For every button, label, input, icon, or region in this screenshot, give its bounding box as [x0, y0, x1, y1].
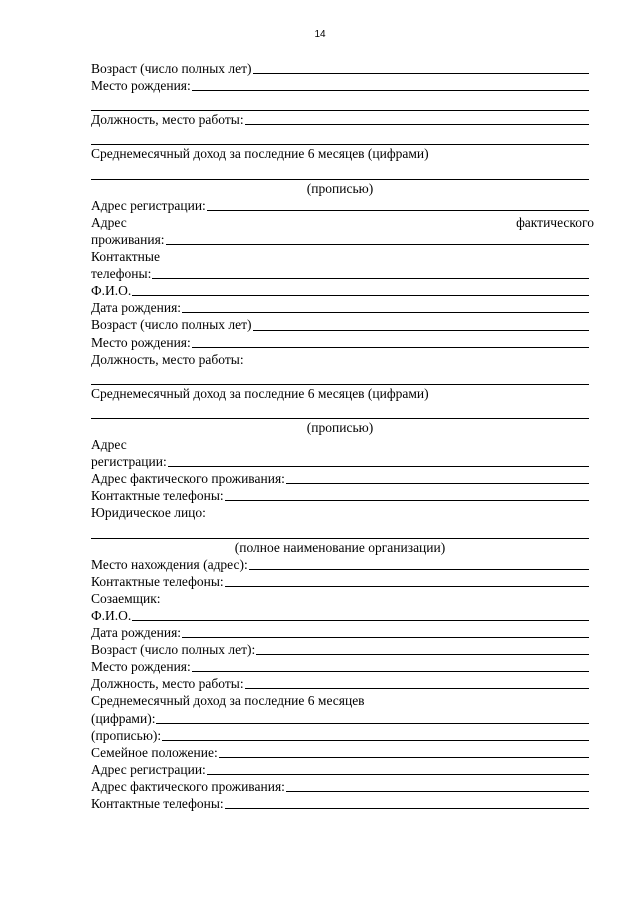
field-label: Адрес фактического проживания: [91, 471, 285, 487]
reg-address-label-2: Адрес [91, 437, 127, 453]
field-label: Адрес регистрации: [91, 197, 206, 213]
dob-field-3[interactable] [91, 624, 589, 641]
field-label: (прописью): [91, 727, 162, 743]
field-label: Дата рождения: [91, 300, 182, 316]
field-label: Возраст (число полных лет) [91, 61, 252, 76]
input-line[interactable] [253, 73, 589, 74]
input-line[interactable] [156, 723, 589, 724]
field-label: Дата рождения: [91, 625, 182, 641]
input-line[interactable] [207, 210, 589, 211]
input-line[interactable] [132, 295, 589, 296]
marital-status-field[interactable] [91, 744, 589, 761]
field-label: Ф.И.О. [91, 283, 132, 299]
field-label: Место рождения: [91, 659, 191, 675]
income-label-2: Среднемесячный доход за последние 6 месяцев (цифрами) [91, 385, 429, 401]
page-number: 14 [314, 29, 326, 40]
field-label: Возраст (число полных лет): [91, 642, 256, 658]
input-line[interactable] [286, 791, 589, 792]
input-line[interactable] [256, 654, 589, 655]
income-label-3: Среднемесячный доход за последние 6 месяцев [91, 693, 365, 709]
phones-field-1[interactable] [91, 265, 589, 282]
field-label: (цифрами): [91, 710, 156, 726]
field-label: регистрации: [91, 454, 167, 470]
birthplace-field-3[interactable] [91, 658, 589, 675]
input-line[interactable] [192, 90, 589, 91]
field-label: фактического [516, 214, 594, 230]
position-label-2: Должность, место работы: [91, 351, 244, 367]
field-label: Контактные телефоны: [91, 573, 224, 589]
field-label: Контактные телефоны: [91, 488, 224, 504]
coborrower-heading: Созаемщик: [91, 590, 161, 606]
field-label: Адрес фактического проживания: [91, 778, 285, 794]
income-words-field-3[interactable] [91, 727, 589, 744]
reg-address-field-2[interactable] [91, 453, 589, 470]
field-label: проживания: [91, 231, 165, 247]
fio-field-3[interactable] [91, 607, 589, 624]
input-line[interactable] [225, 586, 589, 587]
field-label: Возраст (число полных лет) [91, 317, 252, 333]
field-label: Адрес [91, 214, 127, 230]
field-label: Контактные телефоны: [91, 796, 224, 812]
field-label: телефоны: [91, 266, 152, 282]
input-line[interactable] [245, 688, 589, 689]
input-line[interactable] [162, 740, 589, 741]
actual-address-field-3[interactable] [91, 778, 589, 795]
phones-label-1: Контактные [91, 249, 160, 265]
income-digits-field-3[interactable] [91, 710, 589, 727]
phones-field-2[interactable] [91, 487, 589, 504]
input-line[interactable] [253, 330, 589, 331]
birthplace-field-2[interactable] [91, 334, 589, 351]
actual-address-label-1 [91, 214, 594, 231]
field-label: Семейное положение: [91, 744, 218, 760]
position-field-1[interactable] [91, 111, 589, 128]
input-line[interactable] [245, 124, 589, 125]
blank-line[interactable] [91, 128, 589, 145]
input-line[interactable] [192, 671, 589, 672]
reg-address-field-3[interactable] [91, 761, 589, 778]
field-label: Ф.И.О. [91, 608, 132, 623]
field-label: Должность, место работы: [91, 112, 244, 128]
legal-entity-label: Юридическое лицо: [91, 505, 206, 521]
input-line[interactable] [207, 774, 589, 775]
in-words-caption-2: (прописью) [306, 419, 374, 435]
input-line[interactable] [225, 808, 589, 809]
reg-address-field-1[interactable] [91, 197, 589, 214]
age-field-1[interactable] [91, 60, 589, 77]
actual-address-field-2[interactable] [91, 470, 589, 487]
input-line[interactable] [132, 620, 589, 621]
blank-line[interactable] [91, 522, 589, 539]
input-line[interactable] [152, 278, 589, 279]
age-field-2[interactable] [91, 316, 589, 333]
field-label: Должность, место работы: [91, 676, 244, 692]
field-label: Место нахождения (адрес): [91, 556, 248, 572]
in-words-caption-1: (прописью) [306, 180, 374, 196]
field-label: Адрес регистрации: [91, 761, 206, 777]
position-field-3[interactable] [91, 675, 589, 692]
questionnaire-form [91, 60, 594, 812]
field-label: Место рождения: [91, 78, 191, 94]
blank-line[interactable] [91, 368, 589, 385]
input-line[interactable] [249, 569, 589, 570]
phones-field-4[interactable] [91, 795, 589, 812]
blank-line[interactable] [91, 94, 589, 111]
input-line[interactable] [182, 637, 589, 638]
input-line[interactable] [182, 312, 589, 313]
fio-field-2[interactable] [91, 282, 589, 299]
phones-field-3[interactable] [91, 573, 589, 590]
income-blank-line[interactable] [91, 163, 589, 180]
input-line[interactable] [168, 466, 589, 467]
org-name-caption: (полное наименование организации) [234, 539, 446, 555]
field-label: Место рождения: [91, 334, 191, 350]
input-line[interactable] [219, 757, 589, 758]
dob-field-2[interactable] [91, 299, 589, 316]
input-line[interactable] [225, 500, 589, 501]
birthplace-field-1[interactable] [91, 77, 589, 94]
input-line[interactable] [166, 244, 589, 245]
input-line[interactable] [192, 347, 589, 348]
age-field-3[interactable] [91, 641, 589, 658]
income-blank-line[interactable] [91, 402, 589, 419]
actual-address-field-1[interactable] [91, 231, 589, 248]
location-field[interactable] [91, 556, 589, 573]
input-line[interactable] [286, 483, 589, 484]
income-label-1: Среднемесячный доход за последние 6 месяцев (цифрами) [91, 146, 429, 162]
